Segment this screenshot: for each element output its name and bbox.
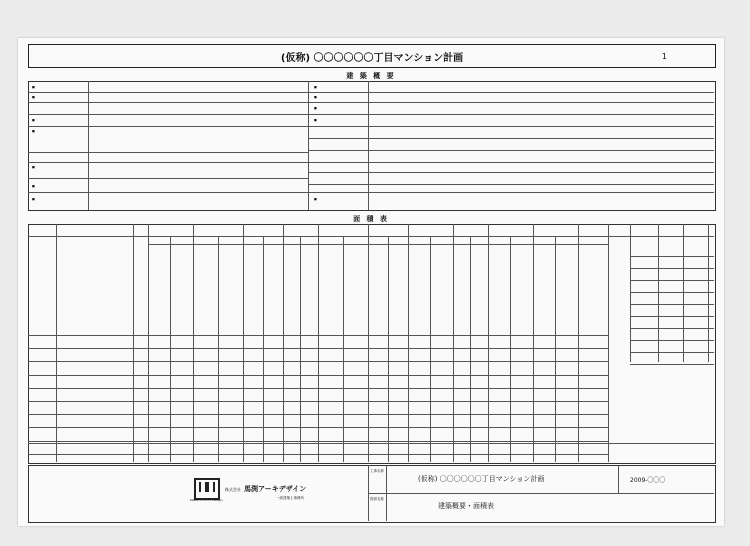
overview-left-rule xyxy=(28,152,308,153)
area-table-col xyxy=(318,224,319,462)
bullet-icon: ■ xyxy=(314,106,317,110)
area-table-col xyxy=(488,224,489,462)
bullet-icon: ■ xyxy=(314,197,317,201)
type-table-row-rule xyxy=(630,268,714,269)
bullet-icon: ■ xyxy=(314,95,317,99)
overview-right-label-col xyxy=(368,81,369,210)
area-table-row-rule xyxy=(28,375,608,376)
bullet-icon: ■ xyxy=(314,85,317,89)
overview-left-rule xyxy=(28,102,308,103)
tb-drawing-name: 建築概要・面積表 xyxy=(438,502,494,510)
area-table-ratio-rule xyxy=(28,454,608,455)
page-number: 1 xyxy=(661,51,667,61)
drawing-sheet xyxy=(18,38,724,526)
overview-left-rule xyxy=(28,92,308,93)
bullet-icon: ■ xyxy=(32,118,35,122)
type-table-row-rule xyxy=(630,280,714,281)
bullet-icon: ■ xyxy=(32,95,35,99)
area-table-col xyxy=(148,224,149,462)
area-table-col xyxy=(533,224,534,462)
area-table-row-rule xyxy=(28,388,608,389)
area-table-unit-rule xyxy=(148,244,608,245)
type-table-row-rule xyxy=(630,256,714,257)
area-table-col xyxy=(408,224,409,462)
overview-left-rule xyxy=(28,114,308,115)
overview-left-rule xyxy=(28,178,308,179)
bullet-icon: ■ xyxy=(314,118,317,122)
area-table-col xyxy=(578,224,579,462)
area-table-col xyxy=(193,224,194,462)
area-table-row-rule xyxy=(28,427,608,428)
area-table-total-rule xyxy=(28,443,714,444)
area-table-col xyxy=(283,224,284,462)
type-table-row-rule xyxy=(630,340,714,341)
tb-label-project: 工事名称 xyxy=(370,469,384,473)
area-table-col xyxy=(453,224,454,462)
overview-left-rule xyxy=(28,162,308,163)
type-table-row-rule xyxy=(630,352,714,353)
title-block-date-col xyxy=(618,465,619,493)
area-table-row-rule xyxy=(28,335,608,336)
area-table-col xyxy=(133,224,134,462)
company-logo xyxy=(194,478,220,500)
overview-divider xyxy=(308,81,309,210)
type-table-row-rule xyxy=(630,328,714,329)
title-bar xyxy=(28,44,716,68)
type-table-col xyxy=(630,224,631,362)
bullet-icon: ■ xyxy=(32,165,35,169)
overview-left-rule xyxy=(28,192,308,193)
title-block-rule xyxy=(368,493,714,494)
bullet-icon: ■ xyxy=(32,197,35,201)
area-table-row-rule xyxy=(28,401,608,402)
area-table-col xyxy=(56,224,57,462)
company-name: 馬渕アーキデザイン xyxy=(244,485,307,493)
logo-subtext: Mabuchi Archi Design xyxy=(190,498,223,502)
type-table-col xyxy=(683,224,684,362)
company-kind: 株式会社 xyxy=(225,487,241,492)
area-table-row-rule xyxy=(28,348,608,349)
overview-title: 建 築 概 要 xyxy=(346,72,396,80)
title-block-label-col xyxy=(386,465,387,521)
bullet-icon: ■ xyxy=(32,184,35,188)
overview-left-label-col xyxy=(88,81,89,210)
area-table-row-rule xyxy=(28,441,608,442)
company-office: 一級建築士事務所 xyxy=(276,496,304,500)
tb-date: 2009-〇〇〇 xyxy=(630,477,666,484)
area-table-title: 面 積 表 xyxy=(353,215,389,223)
area-table-row-rule xyxy=(28,361,608,362)
area-table-col xyxy=(243,224,244,462)
project-title: (仮称) 〇〇〇〇〇〇丁目マンション計画 xyxy=(280,52,464,64)
area-table-header-rule xyxy=(28,236,714,237)
area-table-row-rule xyxy=(28,414,608,415)
bullet-icon: ■ xyxy=(32,85,35,89)
area-table-col xyxy=(368,224,369,462)
type-table-row-rule xyxy=(630,304,714,305)
tb-label-drawing: 図面名称 xyxy=(370,497,384,501)
type-table-row-rule xyxy=(630,364,714,365)
overview-left-rule xyxy=(28,126,308,127)
bullet-icon: ■ xyxy=(32,129,35,133)
area-table-col xyxy=(608,224,609,462)
type-table-row-rule xyxy=(630,316,714,317)
type-table-row-rule xyxy=(630,292,714,293)
type-table-col xyxy=(658,224,659,362)
type-table-col xyxy=(708,224,709,362)
tb-project-name: (仮称) 〇〇〇〇〇〇丁目マンション計画 xyxy=(418,475,545,483)
